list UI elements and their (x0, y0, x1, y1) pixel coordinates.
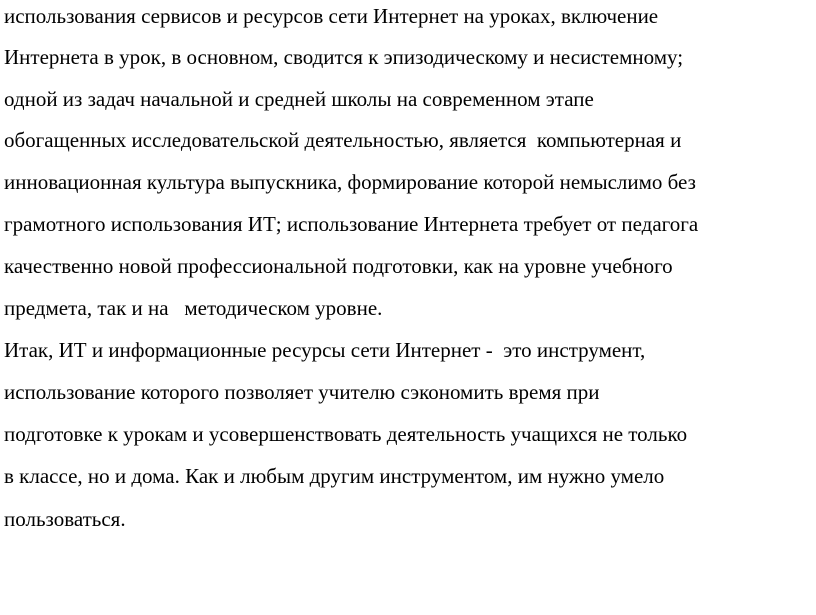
text-line: предмета, так и на методическом уровне. (4, 296, 383, 320)
text-line: подготовке к урокам и усовершенствовать деятельность учащихся не только (4, 422, 688, 446)
text-line: обогащенных исследовательской деятельностью, является компьютерная и (4, 128, 682, 152)
text-line: одной из задач начальной и средней школы на современном этапе (4, 87, 594, 111)
text-line: Итак, ИТ и информационные ресурсы сети Интернет - это инструмент, (4, 338, 646, 362)
text-line: пользоваться. (4, 507, 126, 531)
text-line: Интернета в урок, в основном, сводится к эпизодическому и несистемному; (4, 45, 684, 69)
text-line: инновационная культура выпускника, формирование которой немыслимо без (4, 170, 696, 194)
text-line: использования сервисов и ресурсов сети Интернет на уроках, включение (4, 4, 659, 28)
text-line: качественно новой профессиональной подготовки, как на уровне учебного (4, 254, 673, 278)
text-line: использование которого позволяет учителю сэкономить время при (4, 380, 600, 404)
text-line: в классе, но и дома. Как и любым другим инструментом, им нужно умело (4, 464, 665, 488)
text-line: грамотного использования ИТ; использование Интернета требует от педагога (4, 212, 699, 236)
